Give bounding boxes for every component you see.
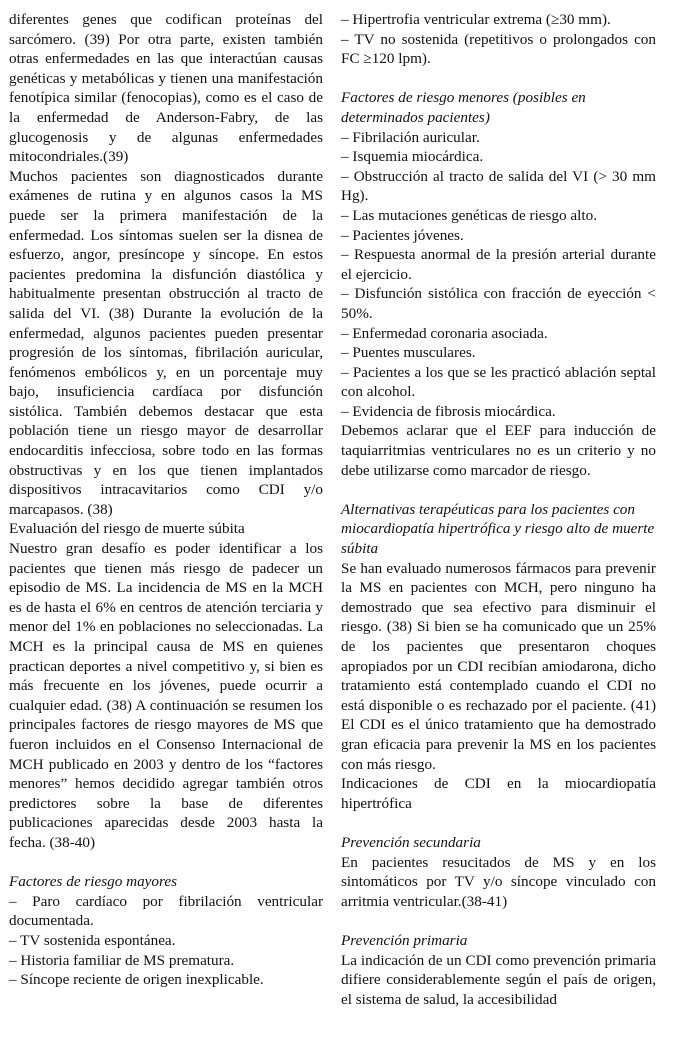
paragraph-challenge: Nuestro gran desafío es poder identificar a los pacientes que tienen más riesgo de padecer un episodio de MS. La incidencia de MS en la MCH es de hasta el 6% en centros de atención terciaria y menor del 1% en poblaciones no seleccionadas. La MCH es la principal causa de MS en quienes practican deportes a nivel competitivo y, si bien es más frecuente en los jóvenes, puede ocurrir a cualquier edad. (38) A continuación se resumen los principales factores de riesgo mayores de MS que fueron incluidos en el Consenso Internacional de MCH publicado en 2003 y dentro de los “factores menores” hemos decidido agregar también otros predictores sobre la base de diferentes publicaciones aparecidas desde 2003 hasta la fecha. (38-40) [9, 540, 323, 851]
major-risk-item: – TV no sostenida (repetitivos o prolongados con FC ≥120 lpm). [341, 30, 656, 68]
left-column [9, 10, 323, 990]
spacer [341, 480, 656, 500]
minor-risk-item: – Las mutaciones genéticas de riesgo alto. [341, 206, 597, 224]
paragraph-cdi-indications: Indicaciones de CDI en la miocardiopatía hipertrófica [341, 775, 656, 812]
major-risk-heading: Factores de riesgo mayores [9, 873, 178, 891]
major-risk-item: – Paro cardíaco por fibrilación ventricular documentada. [9, 892, 323, 930]
minor-risk-item: – Isquemia miocárdica. [341, 148, 484, 166]
major-risk-item: – Síncope reciente de origen inexplicable. [9, 971, 264, 989]
paragraph-risk-evaluation-title: Evaluación del riesgo de muerte súbita [9, 520, 245, 538]
spacer [9, 853, 323, 873]
major-risk-item: – Historia familiar de MS prematura. [9, 951, 235, 969]
paragraph-genes: diferentes genes que codifican proteínas del sarcómero. (39) Por otra parte, existen también otras enfermedades en las que interactúan causas genéticas y metabólicas y tienen una manifestación fenotípica similar (fenocopias), como es el caso de la enfermedad de Anderson-Fabry, de las glucogenosis y de algunas enfermedades mitocondriales.(39) [9, 11, 323, 166]
paragraph-eef: Debemos aclarar que el EEF para inducción de taquiarritmias ventriculares no es un criterio y no debe utilizarse como marcador de riesgo. [341, 422, 656, 479]
spacer [341, 813, 656, 833]
minor-risk-item: – Pacientes jóvenes. [341, 226, 464, 244]
spacer [341, 69, 656, 89]
minor-risk-item: – Puentes musculares. [341, 344, 476, 362]
paragraph-secondary-prevention: En pacientes resucitados de MS y en los sintomáticos por TV y/o síncope vinculado con arritmia ventricular.(38-41) [341, 853, 656, 910]
spacer [341, 911, 656, 931]
right-column [341, 10, 656, 1009]
paragraph-drugs: Se han evaluado numerosos fármacos para prevenir la MS en pacientes con MCH, pero ninguno ha demostrado que sea efectivo para disminuir el riesgo. (38) Si bien se ha comunicado que un 25% de los pacientes que presentaron choques apropiados por un CDI recibían amiodarona, dicho tratamiento está contemplado cuando el CDI no está disponible o es rechazado por el paciente. (41) El CDI es el único tratamiento que ha demostrado gran eficacia para prevenir la MS en los pacientes con más riesgo. [341, 559, 656, 773]
minor-risk-heading: Factores de riesgo menores (posibles en determinados pacientes) [341, 89, 586, 126]
minor-risk-item: – Fibrilación auricular. [341, 128, 480, 146]
therapeutic-alternatives-heading: Alternativas terapéuticas para los pacientes con miocardiopatía hipertrófica y riesgo alto de muerte súbita [341, 500, 655, 558]
major-risk-item: – TV sostenida espontánea. [9, 931, 176, 949]
paragraph-primary-prevention: La indicación de un CDI como prevención primaria difiere considerablemente según el país de origen, el sistema de salud, la accesibilidad [341, 951, 656, 1008]
minor-risk-item: – Obstrucción al tracto de salida del VI (> 30 mm Hg). [341, 167, 656, 205]
minor-risk-item: – Disfunción sistólica con fracción de eyección < 50%. [341, 285, 656, 322]
minor-risk-item: – Enfermedad coronaria asociada. [341, 324, 548, 342]
secondary-prevention-heading: Prevención secundaria [341, 833, 481, 851]
minor-risk-item: – Pacientes a los que se les practicó ablación septal con alcohol. [341, 363, 656, 401]
minor-risk-item: – Respuesta anormal de la presión arterial durante el ejercicio. [341, 246, 656, 283]
minor-risk-item: – Evidencia de fibrosis miocárdica. [341, 402, 556, 420]
major-risk-item: – Hipertrofia ventricular extrema (≥30 mm). [341, 11, 611, 28]
primary-prevention-heading: Prevención primaria [341, 931, 468, 949]
paragraph-diagnosis: Muchos pacientes son diagnosticados durante exámenes de rutina y en algunos casos la MS puede ser la primera manifestación de la enfermedad. Los síntomas suelen ser la disnea de esfuerzo, angor, presíncope y síncope. En estos pacientes predomina la disfunción diastólica y habitualmente presentan obstrucción al tracto de salida del VI. (38) Durante la evolución de la enfermedad, algunos pacientes pueden presentar progresión de los síntomas, fibrilación auricular, fenómenos embólicos y, en un porcentaje muy bajo, insuficiencia cardíaca por disfunción sistólica. También debemos destacar que esta población tiene un riesgo mayor de desarrollar endocarditis infecciosa, sobre todo en las formas obstructivas y en los que tienen implantados dispositivos intracavitarios como CDI y/o marcapasos. (38) [9, 167, 323, 518]
